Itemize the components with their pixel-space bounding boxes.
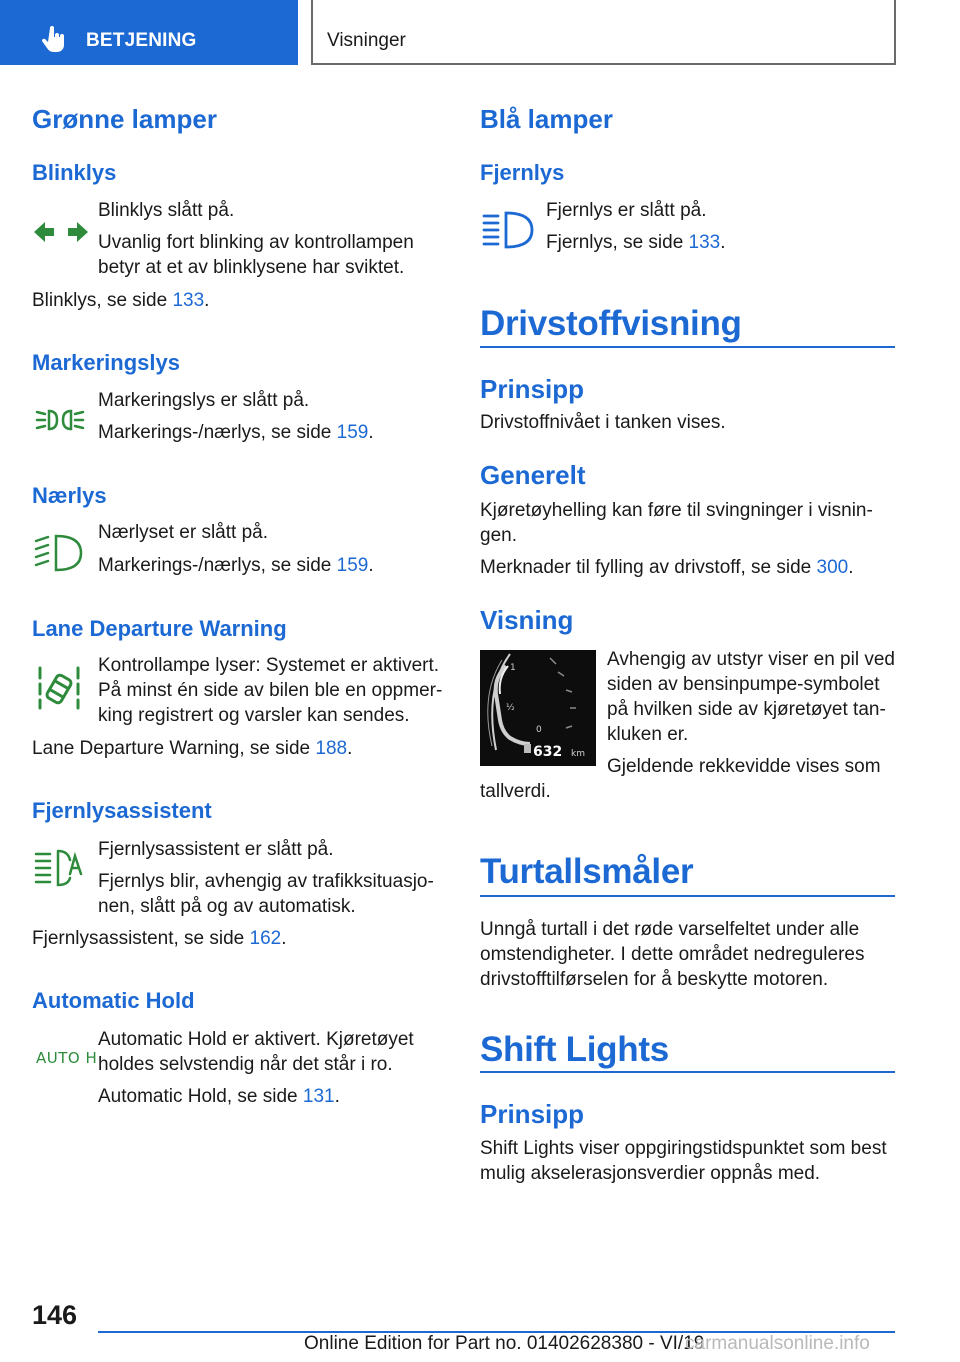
high-beam-assistant-icon: [34, 848, 84, 888]
fjernlysassistent-text-2b: nen, slått på og av automatisk.: [98, 896, 356, 917]
generelt-text-2: gen.: [480, 525, 517, 546]
page-link[interactable]: 159: [336, 555, 369, 576]
blinklys-text-2a: Uvanlig fort blinking av kontrollampen: [98, 232, 414, 253]
page-link[interactable]: 133: [172, 290, 205, 311]
lane-ref: Lane Departure Warning, se side 188.: [32, 738, 353, 759]
turtall-text-2: omstendigheter. I dette området nedreguleres: [480, 944, 865, 965]
shift-text-1: Shift Lights viser oppgiringstidspunktet som best: [480, 1138, 887, 1159]
markeringslys-heading: Markeringslys: [32, 350, 180, 375]
lane-heading: Lane Departure Warning: [32, 616, 287, 641]
fuel-gauge-title: Drivstoffvisning: [480, 304, 742, 343]
visning-text-3: på hvilken side av kjøretøyet tan-: [607, 699, 886, 720]
fjernlysassistent-heading: Fjernlysassistent: [32, 798, 212, 823]
blue-lamps-title: Blå lamper: [480, 104, 613, 134]
shift-lights-title: Shift Lights: [480, 1030, 669, 1069]
parking-lights-icon: [35, 407, 85, 433]
chapter-header: [311, 0, 896, 65]
lane-text-1: Kontrollampe lyser: Systemet er aktivert.: [98, 655, 440, 676]
page-link[interactable]: 159: [336, 422, 369, 443]
prinsipp-text: Drivstoffnivået i tanken vises.: [480, 412, 726, 433]
fjernlysassistent-ref: Fjernlysassistent, se side 162.: [32, 928, 287, 949]
visning-text-5: Gjeldende rekkevidde vises som: [607, 756, 881, 777]
footer-edition: Online Edition for Part no. 01402628380 - VI/19: [304, 1333, 705, 1354]
autohold-ref: Automatic Hold, se side 131.: [98, 1086, 340, 1107]
autohold-text-2: holdes selvstendig når det står i ro.: [98, 1054, 393, 1075]
turtall-text-3: drivstofftilførselen for å beskytte motoren.: [480, 969, 829, 990]
section-rule: [480, 895, 895, 897]
shift-prinsipp-heading: Prinsipp: [480, 1099, 585, 1129]
blinklys-ref: Blinklys, se side 133.: [32, 290, 210, 311]
page-link[interactable]: 162: [249, 928, 282, 949]
fjernlysassistent-text-1: Fjernlysassistent er slått på.: [98, 839, 334, 860]
chapter-title: Visninger: [327, 30, 406, 51]
fjernlys-text-1: Fjernlys er slått på.: [546, 200, 707, 221]
lane-text-2: På minst én side av bilen ble en oppmer-: [98, 680, 443, 701]
watermark: carmanualsonline.info: [685, 1333, 870, 1354]
markeringslys-ref: Markerings-/nærlys, se side 159.: [98, 422, 374, 443]
visning-text-6: tallverdi.: [480, 781, 551, 802]
section-tab[interactable]: [0, 0, 298, 65]
page-number: 146: [32, 1300, 78, 1330]
autohold-heading: Automatic Hold: [32, 988, 195, 1013]
blinklys-heading: Blinklys: [32, 160, 117, 185]
fjernlys-ref: Fjernlys, se side 133.: [546, 232, 726, 253]
lane-text-3: king registrert og varsler kan sendes.: [98, 705, 410, 726]
turn-signal-icon: [34, 220, 88, 244]
green-lamps-title: Grønne lamper: [32, 104, 217, 134]
visning-text-2: siden av bensinpumpe-symbolet: [607, 674, 880, 695]
low-beam-icon: [34, 533, 84, 573]
page-link[interactable]: 133: [688, 232, 721, 253]
fuel-pump-icon: [524, 744, 531, 753]
generelt-text-1: Kjøretøyhelling kan føre til svingninger i visnin-: [480, 500, 873, 521]
section-label: BETJENING: [86, 30, 197, 51]
gauge-range-unit: km: [571, 749, 585, 759]
page-link[interactable]: 131: [302, 1086, 335, 1107]
page-link[interactable]: 300: [816, 557, 849, 578]
merknad-ref: Merknader til fylling av drivstoff, se side 300.: [480, 557, 854, 578]
page-link[interactable]: 188: [315, 738, 348, 759]
section-rule: [480, 346, 895, 348]
section-rule: [480, 1071, 895, 1073]
tachometer-title: Turtallsmåler: [480, 852, 694, 891]
fjernlysassistent-text-2a: Fjernlys blir, avhengig av trafikksituasjo-: [98, 871, 434, 892]
generelt-heading: Generelt: [480, 460, 586, 490]
shift-text-2: mulig akselerasjonsverdier oppnås med.: [480, 1163, 821, 1184]
lane-departure-icon: [36, 662, 82, 712]
gauge-tick-0: 0: [536, 725, 542, 735]
turtall-text-1: Unngå turtall i det røde varselfeltet under alle: [480, 919, 860, 940]
blinklys-text-2b: betyr at et av blinklysene har sviktet.: [98, 257, 405, 278]
prinsipp-heading: Prinsipp: [480, 374, 585, 404]
fjernlys-heading: Fjernlys: [480, 160, 565, 185]
gauge-range-value: 632: [533, 744, 563, 760]
naerlys-text-1: Nærlyset er slått på.: [98, 522, 268, 543]
markeringslys-text-1: Markeringslys er slått på.: [98, 390, 310, 411]
gauge-tick-1: 1: [510, 663, 516, 673]
gauge-tick-half: ½: [506, 703, 515, 713]
visning-text-4: kluken er.: [607, 724, 689, 745]
fuel-gauge-image: [480, 650, 596, 766]
auto-hold-icon: AUTO H: [36, 1049, 98, 1067]
visning-text-1: Avhengig av utstyr viser en pil ved: [607, 649, 895, 670]
blinklys-text-1: Blinklys slått på.: [98, 200, 235, 221]
naerlys-heading: Nærlys: [32, 483, 107, 508]
autohold-text-1: Automatic Hold er aktivert. Kjøretøyet: [98, 1029, 414, 1050]
high-beam-icon: [482, 210, 534, 250]
naerlys-ref: Markerings-/nærlys, se side 159.: [98, 555, 374, 576]
visning-heading: Visning: [480, 605, 574, 635]
hand-pointer-icon: [40, 26, 68, 54]
fuel-gauge-graphic: [480, 650, 596, 766]
